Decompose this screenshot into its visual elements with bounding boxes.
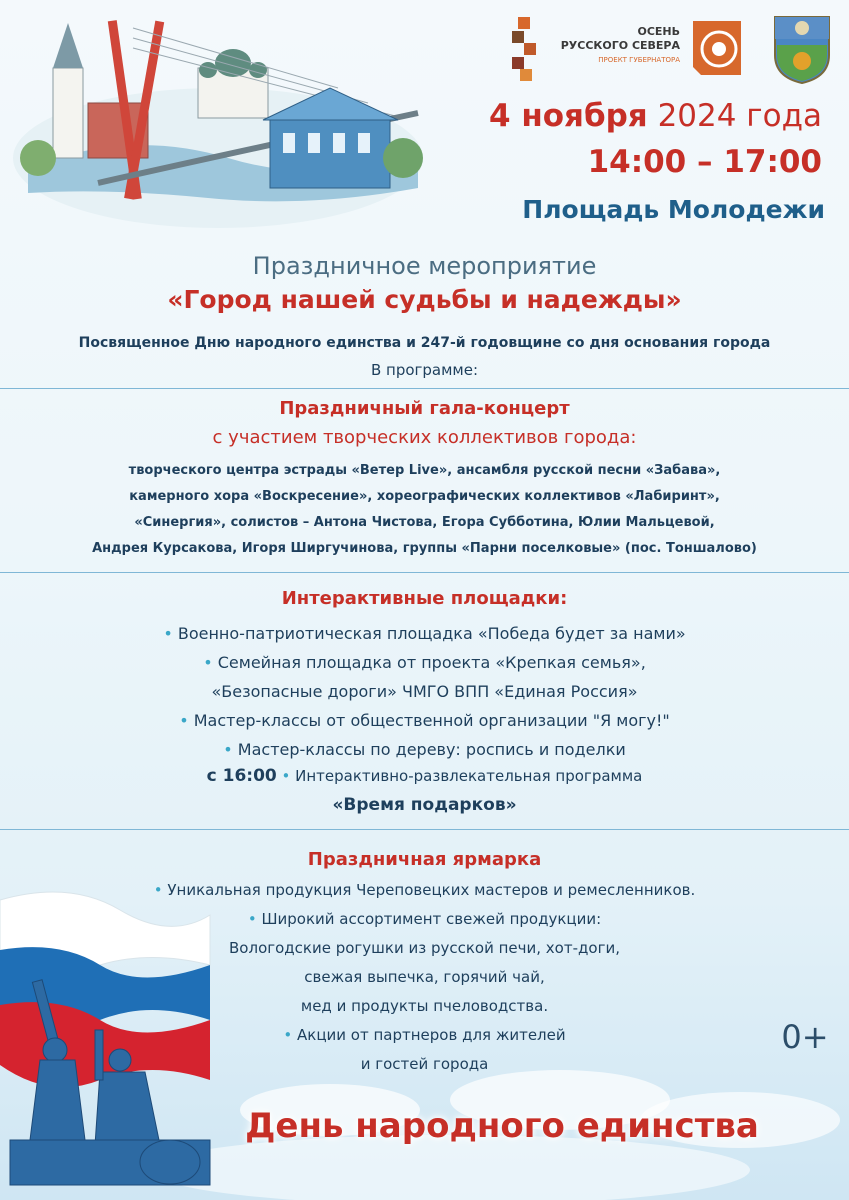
- time-label: с 16:00: [206, 766, 277, 786]
- city-illustration: [8, 8, 428, 230]
- list-item: • Семейная площадка от проекта «Крепкая семья»,: [203, 653, 646, 672]
- bullet-icon: •: [223, 740, 233, 759]
- timed-program-name: «Время подарков»: [332, 795, 517, 815]
- list-item: • Уникальная продукция Череповецких мастеров и ремесленников.: [153, 881, 696, 899]
- list-item: • Мастер-классы от общественной организации "Я могу!": [179, 711, 670, 730]
- footer-title: День народного единства: [245, 1106, 759, 1146]
- event-dedication: Посвященное Дню народного единства и 247-й годовщине со дня основания города: [78, 335, 771, 351]
- bullet-icon: •: [203, 653, 213, 672]
- bullet-icon: •: [163, 624, 173, 643]
- event-date: [430, 98, 822, 134]
- interactive-title: Интерактивные площадки:: [281, 588, 568, 609]
- autumn-line1: ОСЕНЬ: [637, 25, 680, 38]
- list-item: свежая выпечка, горячий чай,: [304, 968, 545, 986]
- concert-line: камерного хора «Воскресение», хореографических коллективов «Лабиринт»,: [129, 489, 720, 504]
- divider-1: [0, 388, 849, 389]
- list-item: • Акции от партнеров для жителей: [283, 1026, 566, 1044]
- bullet-icon: •: [281, 767, 291, 785]
- bullet-icon: •: [283, 1026, 293, 1044]
- autumn-logo-mark: [512, 17, 536, 81]
- event-place: Площадь Молодежи: [522, 195, 825, 224]
- program-label: В программе:: [370, 361, 479, 379]
- list-item: мед и продукты пчеловодства.: [300, 997, 549, 1015]
- list-item: • Военно-патриотическая площадка «Победа будет за нами»: [163, 624, 686, 643]
- list-item: и гостей города: [360, 1055, 489, 1073]
- event-title: «Город нашей судьбы и надежды»: [167, 285, 682, 314]
- coat-of-arms-icon: [773, 15, 831, 85]
- concert-title: Праздничный гала-концерт: [279, 398, 570, 419]
- list-item: • Мастер-классы по дереву: роспись и поделки: [223, 740, 626, 759]
- fair-title: Праздничная ярмарка: [307, 849, 542, 870]
- timed-program: [0, 766, 849, 786]
- list-item: • Широкий ассортимент свежей продукции:: [247, 910, 602, 928]
- date-rest: 2024 года: [657, 98, 822, 134]
- date-bold: 4 ноября: [488, 98, 648, 134]
- list-item: Вологодские рогушки из русской печи, хот-доги,: [229, 939, 620, 957]
- concert-line: «Синергия», солистов – Антона Чистова, Егора Субботина, Юлии Мальцевой,: [134, 515, 715, 530]
- bullet-icon: •: [247, 910, 257, 928]
- autumn-emblem-icon: [687, 17, 747, 83]
- concert-lines: [0, 458, 849, 562]
- flag-monument-illustration: [0, 880, 230, 1200]
- age-rating: 0+: [781, 1018, 829, 1056]
- event-type: Праздничное мероприятие: [252, 252, 597, 280]
- concert-line: творческого центра эстрады «Ветер Live», ансамбля русской песни «Забава»,: [128, 463, 721, 478]
- divider-3: [0, 829, 849, 830]
- bullet-icon: •: [179, 711, 189, 730]
- autumn-logo: [512, 17, 752, 87]
- event-time: 14:00 – 17:00: [587, 144, 822, 180]
- timed-program-text: Интерактивно-развлекательная программа: [295, 767, 643, 785]
- autumn-line2: РУССКОГО СЕВЕРА: [560, 39, 680, 52]
- interactive-list: [0, 619, 849, 764]
- concert-line: Андрея Курсакова, Игоря Ширгучинова, группы «Парни поселковые» (пос. Тоншалово): [92, 541, 757, 556]
- list-item: «Безопасные дороги» ЧМГО ВПП «Единая Россия»: [211, 682, 638, 701]
- bullet-icon: •: [153, 881, 163, 899]
- autumn-line3: ПРОЕКТ ГУБЕРНАТОРА: [598, 56, 680, 64]
- concert-subtitle: с участием творческих коллективов города:: [212, 427, 637, 448]
- divider-2: [0, 572, 849, 573]
- church-tower: [53, 68, 83, 158]
